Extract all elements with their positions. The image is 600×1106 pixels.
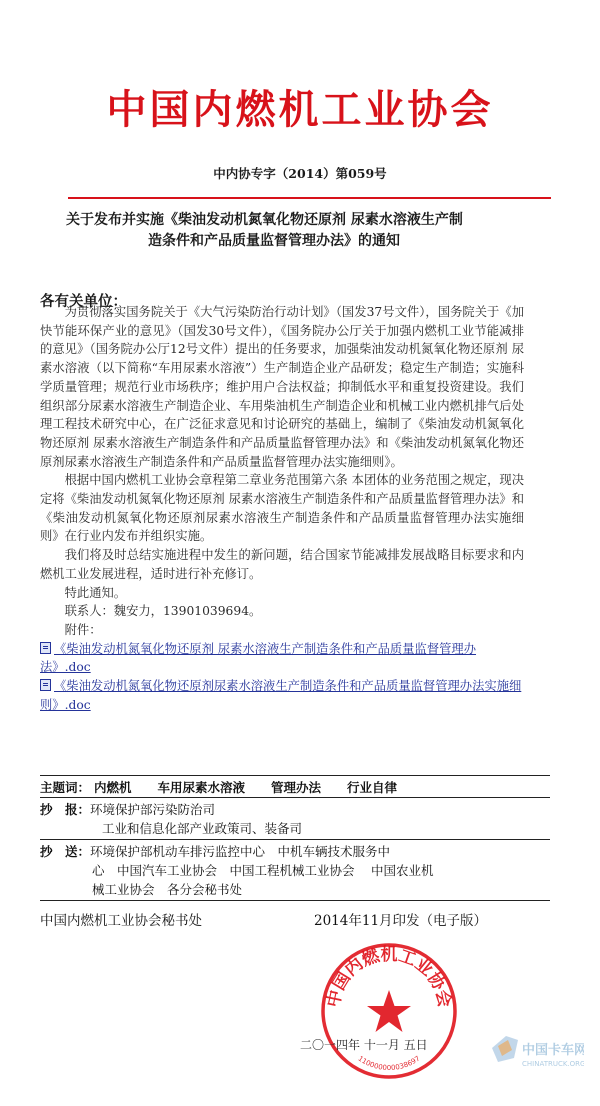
body-paragraph-2: 根据中国内燃机工业协会章程第二章业务范围第六条 本团体的业务范围之规定，现决定将《柴油发动机氮氧化物还原剂 尿素水溶液生产制造条件和产品质量监督管理办法》和《柴油发动机氮氧化物还原剂尿素水溶液生产制造条件和产品质量监督管理办法实施细则》在行业内发布并组织实施。 xyxy=(40,473,524,544)
report-label: 抄 报： xyxy=(40,802,91,817)
attachment-1-text: 《柴油发动机氮氧化物还原剂 尿素水溶液生产制造条件和产品质量监督管理办法》.doc xyxy=(40,641,477,675)
attachments-label: 附件： xyxy=(64,622,102,637)
seal-icon xyxy=(318,940,460,1082)
organization-title: 中国内燃机工业协会 xyxy=(106,87,494,133)
footer-rule xyxy=(40,797,550,798)
notice-title xyxy=(66,210,546,252)
footer-rule-top xyxy=(40,775,550,776)
body-paragraph-3: 我们将及时总结实施进程中发生的新问题，结合国家节能减排发展战略目标要求和内燃机工业发展进程，适时进行补充修订。 xyxy=(40,548,524,581)
keyword: 行业自律 xyxy=(347,780,398,795)
red-divider xyxy=(68,197,551,199)
seal-number: 110000000038697 xyxy=(356,1054,422,1073)
watermark-domain: CHINATRUCK.ORG xyxy=(522,1060,584,1068)
addressee: 各有关单位： xyxy=(40,293,127,310)
issue-date: 2014年11月印发（电子版） xyxy=(314,913,488,929)
footer-rule-bottom xyxy=(40,900,550,901)
report-to-block xyxy=(40,800,560,838)
issuer: 中国内燃机工业协会秘书处 xyxy=(40,913,202,929)
seal-star-icon xyxy=(367,990,411,1032)
word-document-icon xyxy=(40,679,51,691)
word-document-icon xyxy=(40,642,51,654)
svg-text:110000000038697 xyxy=(356,1055,421,1072)
notice-title-line-2: 造条件和产品质量监督管理办法》的通知 xyxy=(148,233,400,249)
attachment-2-text: 《柴油发动机氮氧化物还原剂尿素水溶液生产制造条件和产品质量监督管理办法实施细则》.doc xyxy=(40,679,522,712)
report-line-2: 工业和信息化部产业政策司、装备司 xyxy=(102,821,303,836)
contact-line: 联系人：魏安力，13901039694。 xyxy=(64,604,262,619)
keyword: 内燃机 xyxy=(94,780,132,795)
official-seal xyxy=(318,940,460,1082)
chinatruck-logo-icon xyxy=(488,1026,584,1086)
send-line-3: 械工业协会 各分会秘书处 xyxy=(92,882,243,897)
footer-rule xyxy=(40,839,550,840)
send-line-2: 心 中国汽车工业协会 中国工程机械工业协会 中国农业机 xyxy=(92,863,434,878)
seal-text: 中国内燃机工业协会 xyxy=(323,945,455,1010)
attachment-link-1[interactable] xyxy=(40,640,524,677)
body-paragraph-1: 为贯彻落实国务院关于《大气污染防治行动计划》（国发37号文件），国务院关于《加快节能环保产业的意见》（国发30号文件），《国务院办公厅关于加强内燃机工业节能减排的意见》（国务院办公厅12号文件）提出的任务要求，加强柴油发动机氮氧化物还原剂 尿素水溶液（以下简称“车用尿素水溶液”）生产制造企业产品研发；稳定生产制造；实施科学质量管理；规范行业市场秩序；维护用户合法权益；抑制低水平和重复投资建设。我们组织部分尿素水溶液生产制造企业、车用柴油机生产制造企业和机械工业内燃机排气后处理工程技术研究中心，在广泛征求意见和讨论研究的基础上，编制了《柴油发动机氮氧化物还原剂 尿素水溶液生产制造条件和产品质量监督管理办法》和《柴油发动机氮氧化物还原剂尿素水溶液生产制造条件和产品质量监督管理办法实施细则》。 xyxy=(40,305,524,469)
send-line-1: 环境保护部机动车排污监控中心 中机车辆技术服务中 xyxy=(90,844,391,859)
send-label: 抄 送： xyxy=(40,844,91,859)
keywords-label: 主题词： xyxy=(40,780,91,795)
watermark-name: 中国卡车网 xyxy=(522,1043,584,1058)
send-to-block xyxy=(40,842,560,899)
closing-line: 特此通知。 xyxy=(64,585,127,600)
notice-body xyxy=(40,303,524,714)
keyword: 管理办法 xyxy=(271,780,322,795)
report-line-1: 环境保护部污染防治司 xyxy=(90,802,216,817)
watermark xyxy=(488,1026,584,1086)
notice-title-line-1: 关于发布并实施《柴油发动机氮氧化物还原剂 尿素水溶液生产制 xyxy=(66,212,463,228)
keyword: 车用尿素水溶液 xyxy=(157,780,246,795)
seal-date: 二〇一四年 十一月 五日 xyxy=(300,1038,428,1052)
document-number: 中内协专字（2014）第059号 xyxy=(213,166,387,181)
keywords-row xyxy=(40,778,419,797)
attachment-link-2[interactable] xyxy=(40,677,524,714)
